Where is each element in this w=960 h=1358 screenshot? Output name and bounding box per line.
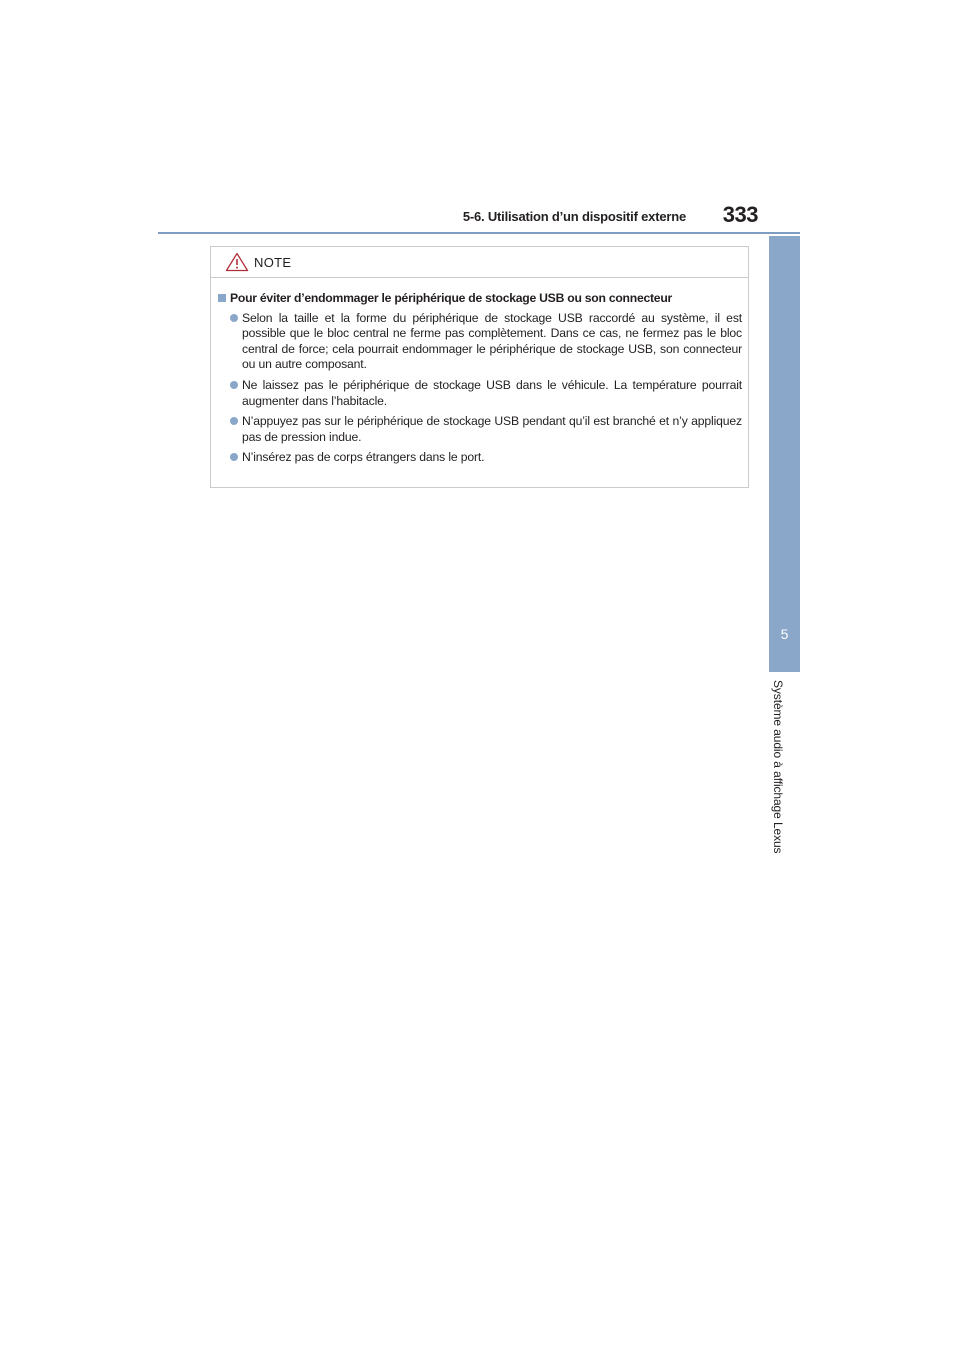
- page-number: 333: [722, 202, 758, 227]
- note-box: [210, 246, 749, 488]
- circle-bullet-icon: [230, 314, 238, 322]
- chapter-tab: [769, 236, 800, 672]
- circle-bullet-icon: [230, 381, 238, 389]
- note-list-item: [217, 378, 742, 409]
- section-title: 5-6. Utilisation d’un dispositif externe: [462, 209, 686, 224]
- chapter-number: 5: [780, 626, 789, 642]
- circle-bullet-icon: [230, 417, 238, 425]
- header-rule: [158, 232, 800, 234]
- chapter-title: Système audio à affichage Lexus: [771, 680, 785, 854]
- square-bullet-icon: [218, 294, 226, 302]
- note-heading-text: Pour éviter d’endommager le périphérique de stockage USB ou son connecteur: [230, 291, 673, 305]
- warning-triangle-icon: [225, 252, 249, 272]
- note-list-item: [217, 450, 742, 466]
- note-list-item: [217, 311, 742, 373]
- note-heading: [217, 291, 742, 307]
- note-item-text: Selon la taille et la forme du périphérique de stockage USB raccordé au système, il est possible que le bloc central ne ferme pas complètement. Dans ce cas, ne fermez pas le bloc central de force; cela pourrait endommager le périphérique de stockage USB, son connecteur ou un autre composant.: [242, 310, 742, 372]
- note-list-item: [217, 414, 742, 445]
- note-item-text: N’insérez pas de corps étrangers dans le port.: [242, 450, 485, 465]
- circle-bullet-icon: [230, 453, 238, 461]
- note-body: [211, 278, 748, 466]
- note-item-text: N’appuyez pas sur le périphérique de stockage USB pendant qu’il est branché et n’y appliquez pas de pression indue.: [242, 414, 742, 444]
- note-header: [211, 247, 748, 278]
- page-header: [158, 200, 800, 234]
- note-item-text: Ne laissez pas le périphérique de stockage USB dans le véhicule. La température pourrait augmenter dans l’habitacle.: [242, 377, 742, 408]
- note-label: NOTE: [254, 255, 292, 270]
